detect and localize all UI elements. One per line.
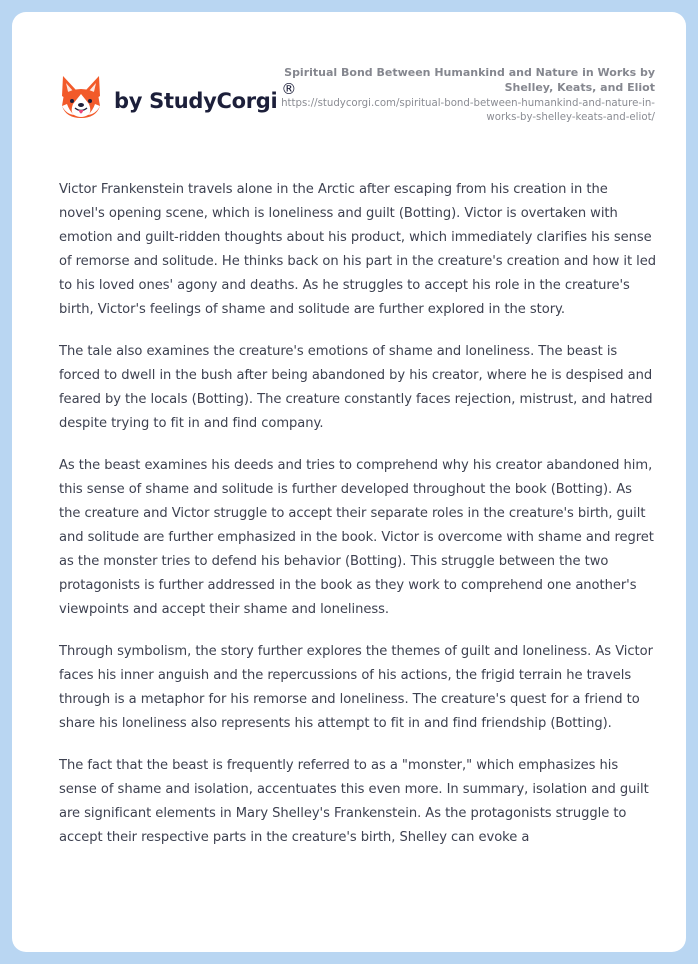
paragraph: Through symbolism, the story further explores the themes of guilt and loneliness. As Victor faces his inner anguish and the repercussions of his actions, the frigid terrain he travels through is a metaphor for his remorse and loneliness. The creature's quest for a friend to share his loneliness also represents his attempt to fit in and find friendship (Botting). — [59, 644, 653, 731]
page-header — [12, 12, 686, 152]
document-card — [12, 12, 686, 952]
document-url[interactable]: https://studycorgi.com/spiritual-bond-between-humankind-and-nature-in-works-by-shelley-keats-and-eliot/ — [281, 98, 655, 123]
paragraph: As the beast examines his deeds and tries to comprehend why his creator abandoned him, this sense of shame and solitude is further developed throughout the book (Botting). As the creature and Victor struggle to accept their separate roles in the creature's birth, guilt and solitude are further emphasized in the book. Victor is overcome with shame and regret as the monster tries to defend his behavior (Botting). This struggle between the two protagonists is further addressed in the book as they work to comprehend one another's viewpoints and accept their shame and loneliness. — [59, 458, 654, 617]
paragraph: The tale also examines the creature's emotions of shame and loneliness. The beast is forced to dwell in the bush after being abandoned by his creator, where he is despised and feared by the locals (Botting). The creature constantly faces rejection, mistrust, and hatred despite trying to fit in and find company. — [59, 344, 653, 431]
corgi-head-icon — [60, 74, 102, 120]
studycorgi-logo[interactable] — [60, 74, 296, 120]
registered-mark: ® — [281, 80, 297, 98]
paragraph: The fact that the beast is frequently referred to as a "monster," which emphasizes his sense of shame and isolation, accentuates this even more. In summary, isolation and guilt are significant elements in Mary Shelley's Frankenstein. As the protagonists struggle to accept their respective parts in the creature's birth, Shelley can evoke a — [59, 758, 649, 845]
logo-text: by StudyCorgi — [114, 89, 278, 113]
document-title: Spiritual Bond Between Humankind and Nature in Works by Shelley, Keats, and Eliot — [284, 66, 655, 94]
document-body — [59, 178, 657, 868]
paragraph: Victor Frankenstein travels alone in the Arctic after escaping from his creation in the novel's opening scene, which is loneliness and guilt (Botting). Victor is overtaken with emotion and guilt-ridden thoughts about his product, which immediately clarifies his sense of remorse and solitude. He thinks back on his part in the creature's creation and how it led to his loved ones' agony and deaths. As he struggles to accept his role in the creature's birth, Victor's feelings of shame and solitude are further explored in the story. — [59, 182, 657, 317]
document-meta — [275, 66, 655, 124]
